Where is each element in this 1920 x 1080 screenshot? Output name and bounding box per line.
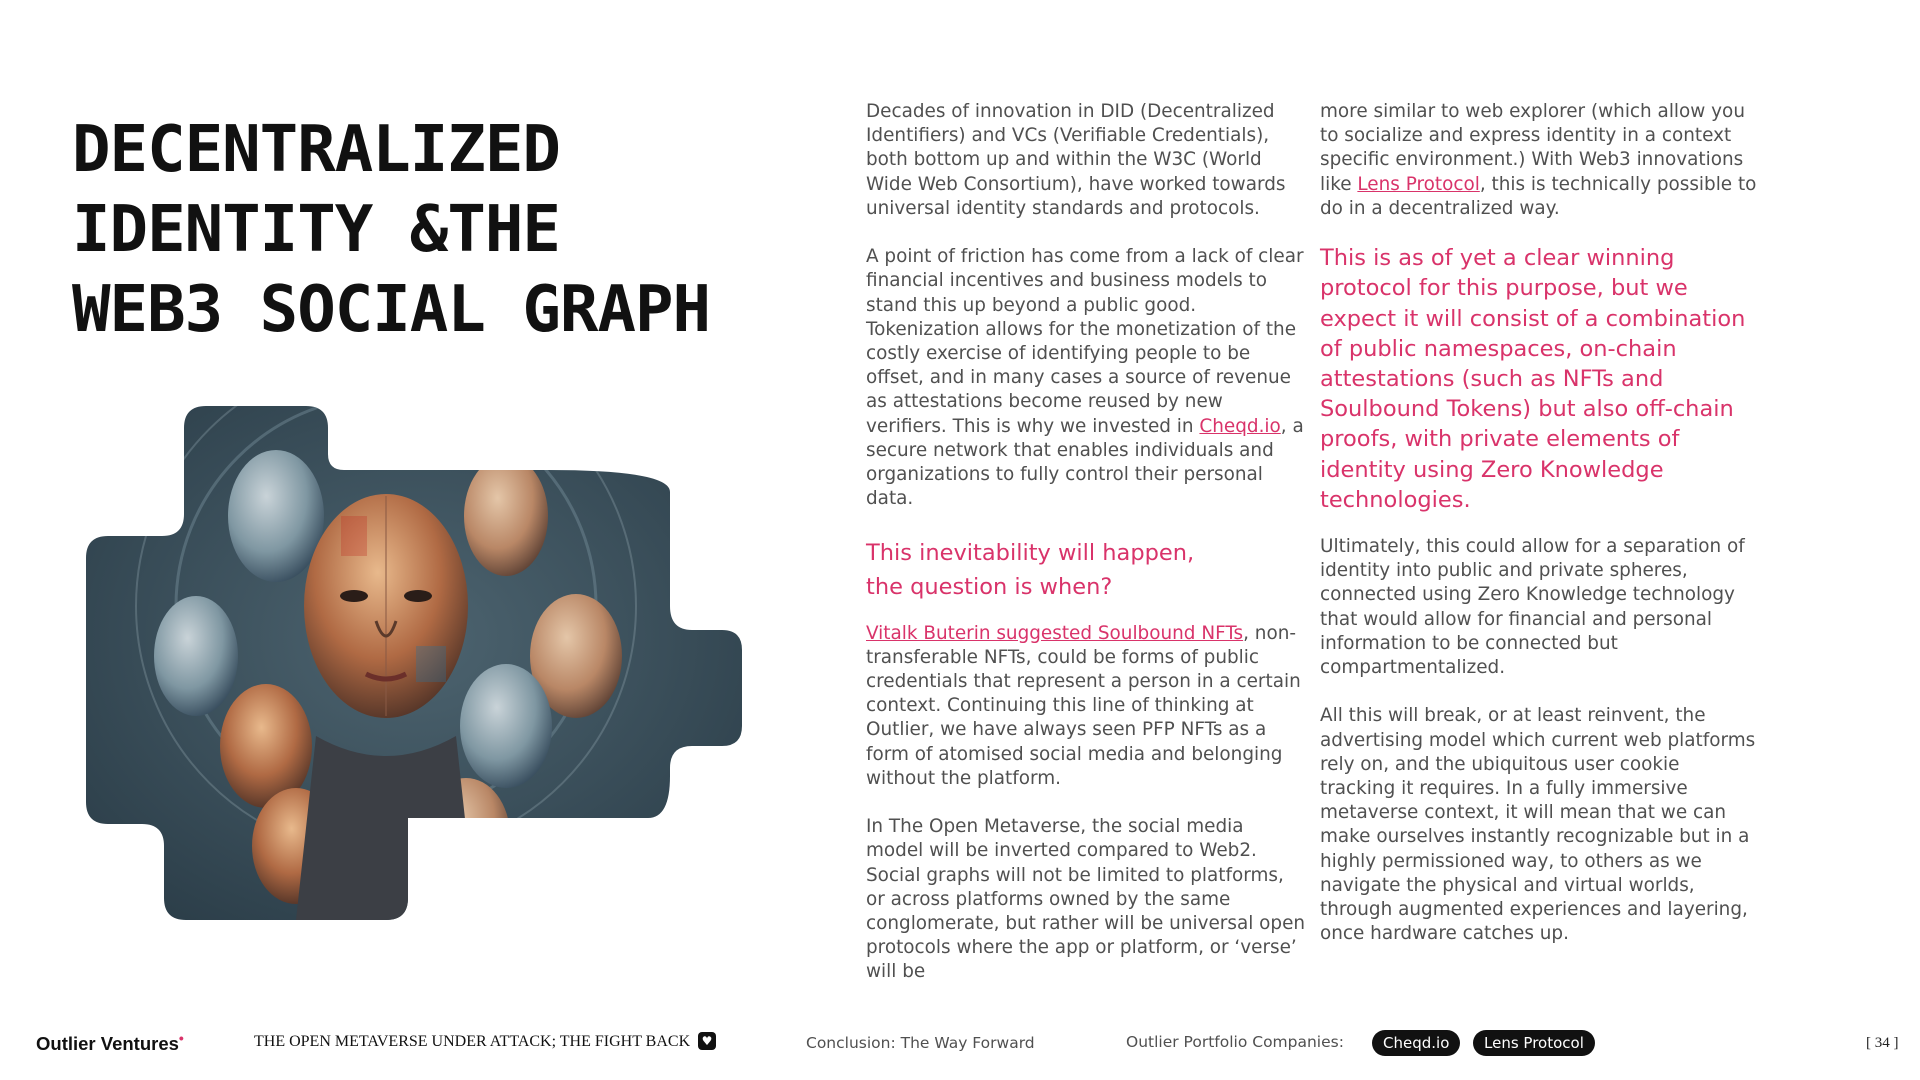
heart-icon: ♥ (698, 1032, 716, 1050)
cheqd-description: , a secure network that enables individuals and organizations to fully control their personal data. (866, 415, 1304, 510)
paragraph-advertising: All this will break, or at least reinvent, the advertising model which current web platforms rely on, and the ubiquitous user cookie tracking it requires. In a fully immersive metaverse context, it will mean that we can make ourselves instantly recognizable but in a highly permissioned way, to others as we navigate the physical and virtual worlds, through augmented experiences and layering, once hardware catches up. (1320, 705, 1756, 945)
lens-protocol-link[interactable]: Lens Protocol (1357, 173, 1480, 195)
title-line-1: DECENTRALIZED (72, 113, 560, 187)
title-line-2: IDENTITY &THE (72, 193, 560, 267)
paragraph-open-metaverse: In The Open Metaverse, the social media model will be inverted compared to Web2. Social graphs will not be limited to platforms, or across platforms owned by the same conglomerate, but rather will be universal open protocols where the app or platform, or ‘verse’ will be (866, 816, 1306, 983)
brand-name: Outlier Ventures (36, 1033, 179, 1055)
paragraph-soulbound (866, 622, 1306, 791)
paragraph-web-explorer (1320, 100, 1760, 221)
web-explorer-text: more similar to web explorer (which allow you to socialize and express identity in a context specific environment.) With Web3 innovations like (1320, 101, 1745, 195)
company-pill-cheqd[interactable]: Cheqd.io (1372, 1030, 1460, 1056)
page-title (72, 110, 812, 350)
soulbound-text: , non-transferable NFTs, could be forms of public credentials that represent a person in a certain context. Continuing this line of thinking at Outlier, we have always seen PFP NFTs as a form of atomised social media and belonging without the platform. (866, 622, 1301, 789)
company-pill-lens[interactable]: Lens Protocol (1473, 1030, 1595, 1056)
brand-logo (36, 1030, 184, 1055)
paragraph-friction (866, 245, 1306, 511)
pull-quote-inevitability (866, 536, 1306, 604)
text-column-left (866, 100, 1306, 985)
soulbound-nfts-link[interactable]: Vitalk Buterin suggested Soulbound NFTs (866, 622, 1244, 644)
paragraph-separation: Ultimately, this could allow for a separation of identity into public and private spheres, connected using Zero Knowledge technology that would allow for financial and personal information to be connected but compartmentalized. (1320, 536, 1745, 679)
pull-quote-line-2: the question is when? (866, 573, 1113, 600)
text-column-right (1320, 100, 1760, 946)
faces-artwork (86, 406, 742, 920)
page-number: [ 34 ] (1866, 1035, 1899, 1051)
paragraph-did-history: Decades of innovation in DID (Decentralized Identifiers) and VCs (Verifiable Credentials), both bottom up and within the W3C (World Wide Web Consortium), have worked towards universal identity standards and protocols. (866, 101, 1286, 219)
portfolio-label: Outlier Portfolio Companies: (1126, 1033, 1344, 1051)
cheqd-link[interactable]: Cheqd.io (1199, 415, 1281, 437)
footer (0, 1030, 1920, 1060)
lens-description: , this is technically possible to do in a decentralized way. (1320, 173, 1757, 219)
section-title: Conclusion: The Way Forward (806, 1034, 1035, 1052)
brand-dot: • (178, 1030, 184, 1046)
pull-quote-protocol: This is as of yet a clear winning protocol for this purpose, but we expect it will consist of a combination of public namespaces, on-chain attestations (such as NFTs and Soulbound Tokens) but also off-chain proofs, with private elements of identity using Zero Knowledge technologies. (1320, 245, 1746, 513)
report-title: THE OPEN METAVERSE UNDER ATTACK; THE FIGHT BACK (254, 1033, 691, 1050)
pull-quote-line-1: This inevitability will happen, (866, 539, 1195, 566)
title-line-3: WEB3 SOCIAL GRAPH (72, 273, 711, 347)
friction-text: A point of friction has come from a lack of clear financial incentives and business models to stand this up beyond a public good. Tokenization allows for the monetization of the costly exercise of identifying people to be offset, and in many cases a source of revenue as attestations become reused by new verifiers. This is why we invested in (866, 246, 1304, 437)
